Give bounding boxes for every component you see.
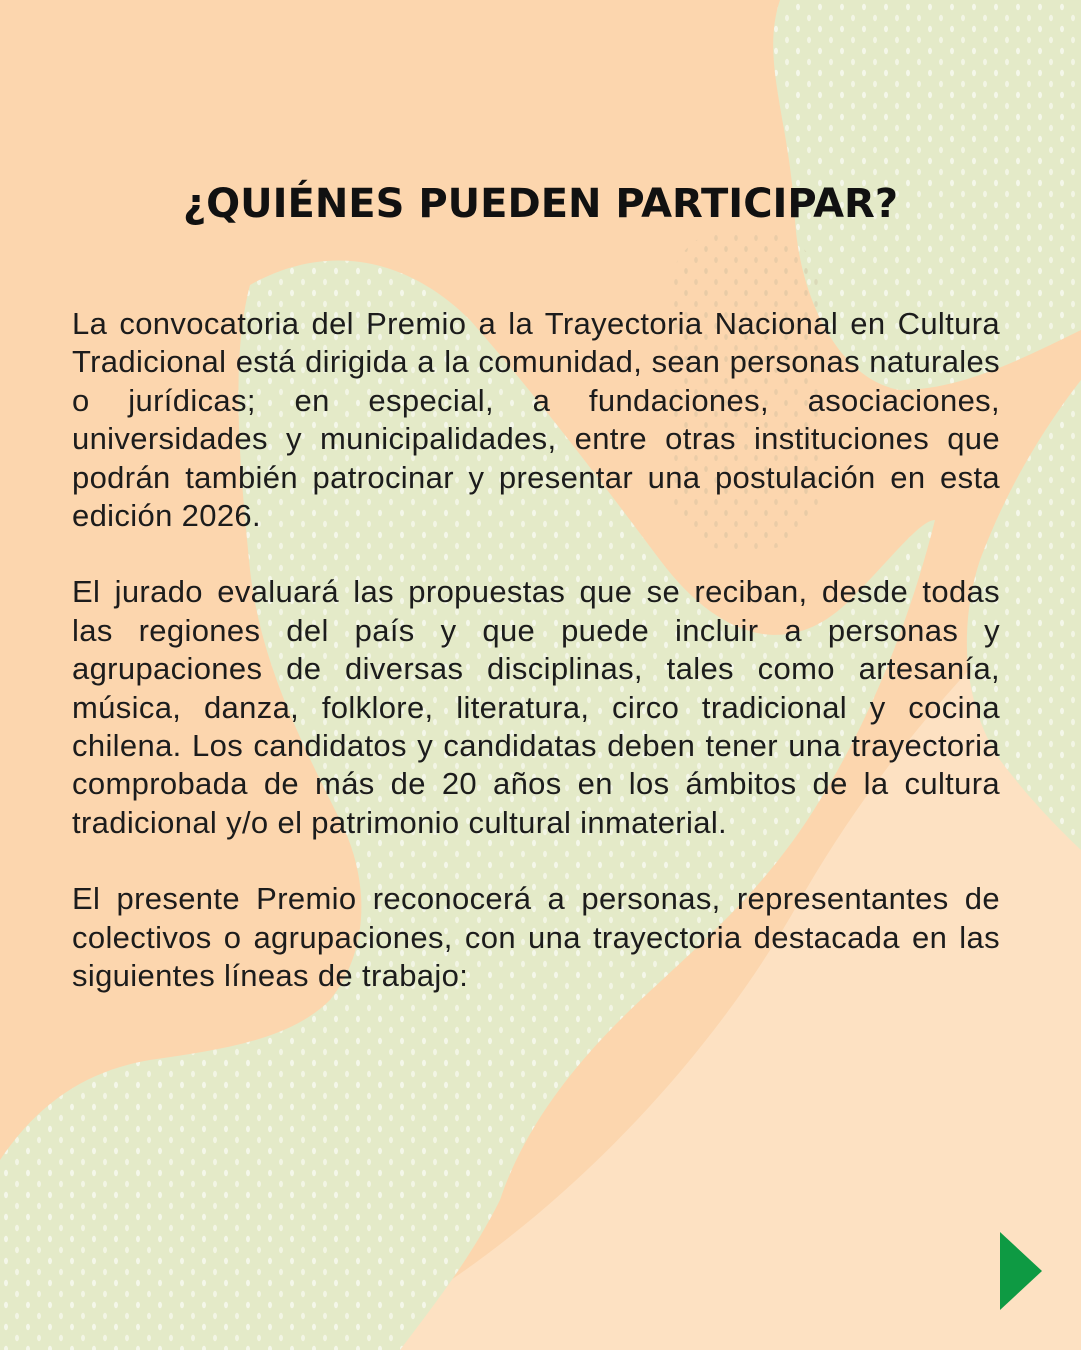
page-title: ¿QUIÉNES PUEDEN PARTICIPAR?	[182, 181, 899, 227]
body-text	[72, 305, 1000, 1034]
paragraph-convocatoria: La convocatoria del Premio a la Trayectoria Nacional en Cultura Tradicional está dirigida a la comunidad, sean personas naturales o jurídicas; en especial, a fundaciones, asociaciones, universidades y municipalidades, entre otras instituciones que podrán también patrocinar y presentar una postulación en esta edición 2026.	[72, 306, 1000, 534]
play-triangle-right-icon	[1000, 1232, 1042, 1310]
paragraph-premio: El presente Premio reconocerá a personas, representantes de colectivos o agrupaciones, con una trayectoria destacada en las siguientes líneas de trabajo:	[72, 881, 1000, 994]
paragraph-jurado: El jurado evaluará las propuestas que se reciban, desde todas las regiones del país y que puede incluir a personas y agrupaciones de diversas disciplinas, tales como artesanía, música, danza, folklore, literatura, circo tradicional y cocina chilena. Los candidatos y candidatas deben tener una trayectoria comprobada de más de 20 años en los ámbitos de la cultura tradicional y/o el patrimonio cultural inmaterial.	[72, 574, 1000, 840]
next-slide-button[interactable]	[1000, 1232, 1042, 1310]
